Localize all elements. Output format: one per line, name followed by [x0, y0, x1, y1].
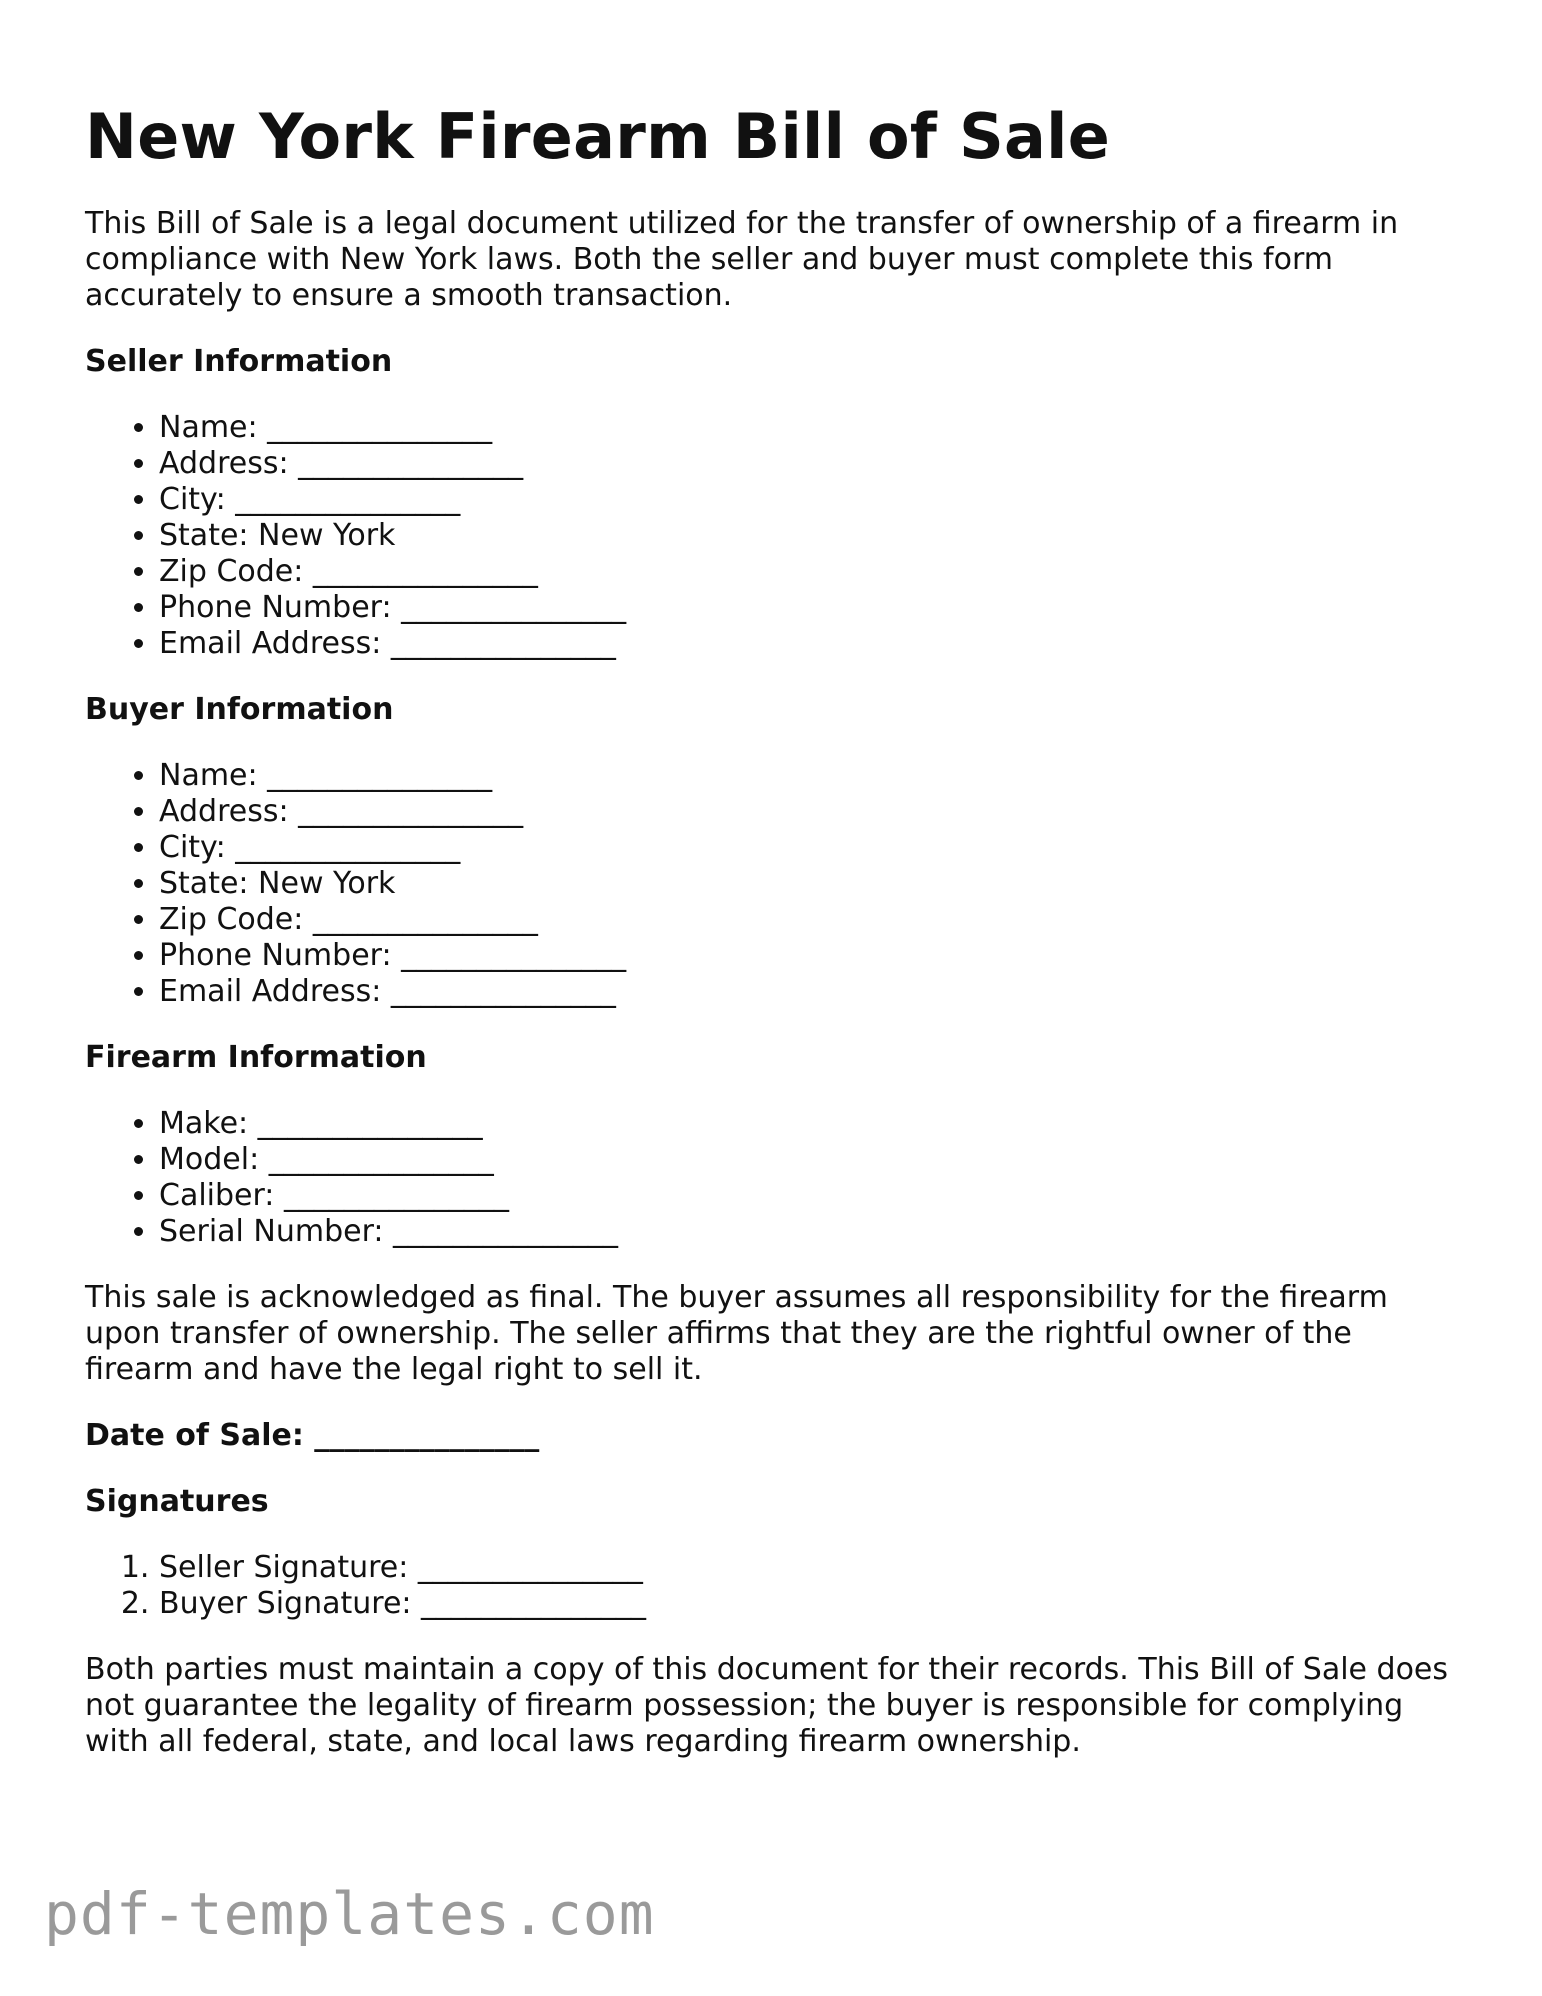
- seller-phone-field: • Phone Number: _______________: [159, 590, 1465, 626]
- buyer-address-field: • Address: _______________: [159, 794, 1465, 830]
- date-of-sale-field: Date of Sale: _______________: [85, 1418, 540, 1454]
- buyer-heading: Buyer Information: [85, 692, 394, 728]
- watermark-text: pdf-templates.com: [44, 1880, 655, 1948]
- buyer-signature-field: 2. Buyer Signature: _______________: [159, 1586, 1465, 1622]
- seller-heading: Seller Information: [85, 344, 393, 380]
- signature-list: [85, 1550, 1465, 1622]
- seller-signature-field: 1. Seller Signature: _______________: [159, 1550, 1465, 1586]
- buyer-city-field: • City: _______________: [159, 830, 1465, 866]
- seller-address-field: • Address: _______________: [159, 446, 1465, 482]
- seller-email-field: • Email Address: _______________: [159, 626, 1465, 662]
- buyer-phone-field: • Phone Number: _______________: [159, 938, 1465, 974]
- buyer-email-field: • Email Address: _______________: [159, 974, 1465, 1010]
- firearm-heading: Firearm Information: [85, 1040, 427, 1076]
- buyer-field-list: [85, 758, 1465, 1010]
- seller-field-list: [85, 410, 1465, 662]
- firearm-field-list: [85, 1106, 1465, 1250]
- seller-state-field: • State: New York: [159, 518, 1465, 554]
- firearm-model-field: • Model: _______________: [159, 1142, 1465, 1178]
- buyer-name-field: • Name: _______________: [159, 758, 1465, 794]
- firearm-caliber-field: • Caliber: _______________: [159, 1178, 1465, 1214]
- acknowledgement-paragraph: This sale is acknowledged as final. The buyer assumes all responsibility for the firearm upon transfer of ownership. The seller affirms that they are the rightful owner of the firearm and have the legal right to sell it.: [85, 1280, 1388, 1388]
- buyer-zip-field: • Zip Code: _______________: [159, 902, 1465, 938]
- firearm-serial-field: • Serial Number: _______________: [159, 1214, 1465, 1250]
- firearm-make-field: • Make: _______________: [159, 1106, 1465, 1142]
- seller-city-field: • City: _______________: [159, 482, 1465, 518]
- signatures-heading: Signatures: [85, 1484, 269, 1520]
- seller-zip-field: • Zip Code: _______________: [159, 554, 1465, 590]
- document-page: [85, 100, 1465, 1790]
- intro-paragraph: This Bill of Sale is a legal document utilized for the transfer of ownership of a firearm in compliance with New York laws. Both the seller and buyer must complete this form accurately to ensure a smooth transaction.: [85, 206, 1399, 314]
- document-title: New York Firearm Bill of Sale: [85, 100, 1111, 173]
- seller-name-field: • Name: _______________: [159, 410, 1465, 446]
- buyer-state-field: • State: New York: [159, 866, 1465, 902]
- closing-paragraph: Both parties must maintain a copy of this document for their records. This Bill of Sale does not guarantee the legality of firearm possession; the buyer is responsible for complying with all federal, state, and local laws regarding firearm ownership.: [85, 1652, 1449, 1760]
